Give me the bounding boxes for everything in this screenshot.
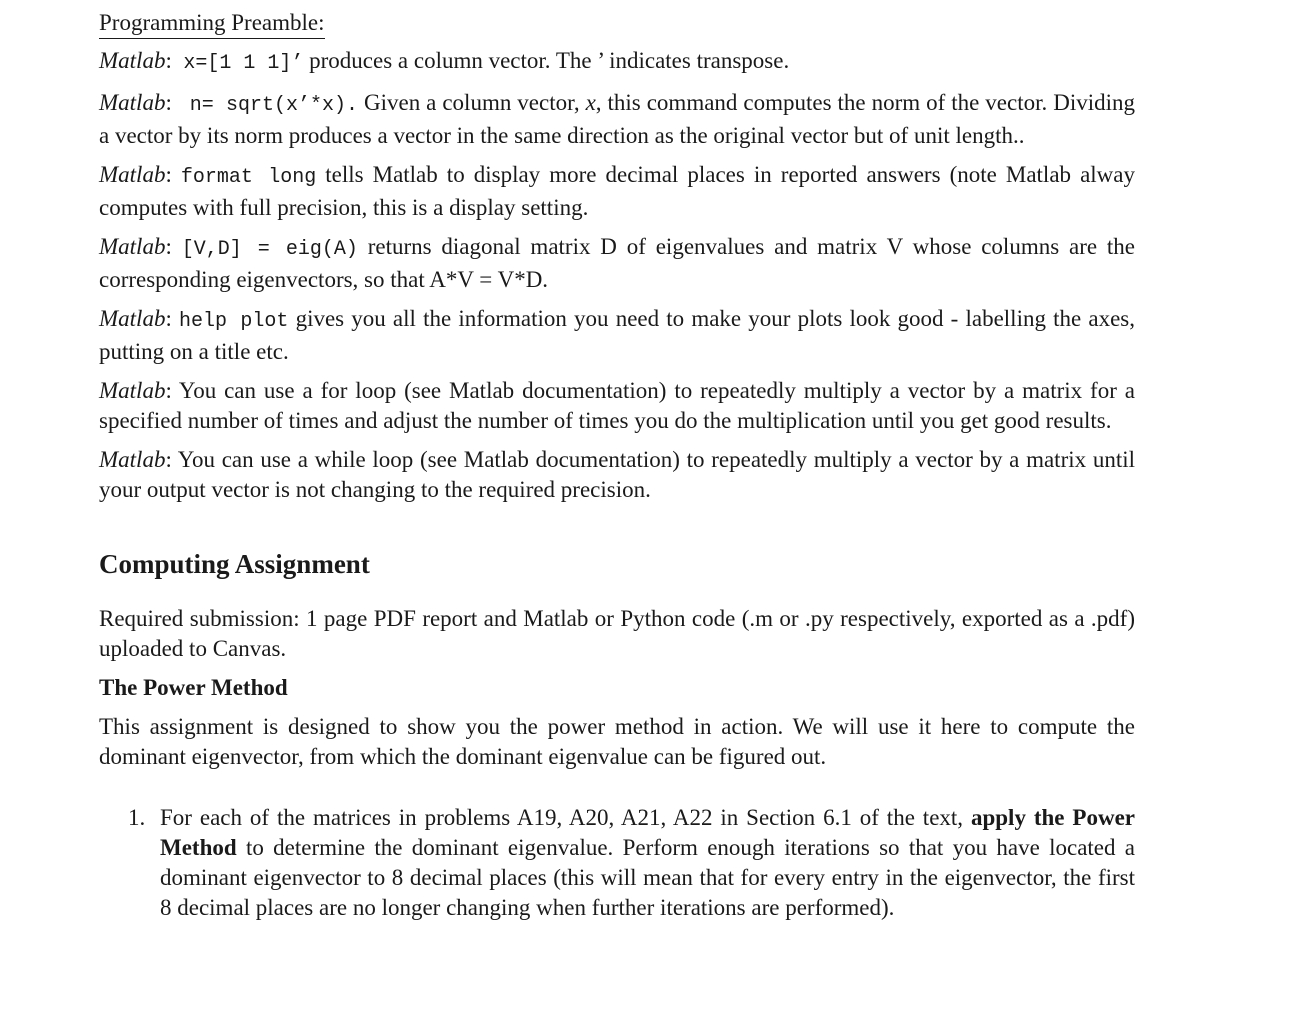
- matlab-label: Matlab: [99, 162, 166, 187]
- item-text: returns diagonal matrix D of eigenvalues and matrix V whose columns are the corresponding eigenvectors, so that A*V = V*D.: [99, 234, 1135, 292]
- item-text: tells Matlab to display more decimal places in reported answers (note Matlab alway computes with full precision, this is a display setting.: [99, 162, 1135, 220]
- preamble-item-eig: Matlab: [V,D] = eig(A) returns diagonal matrix D of eigenvalues and matrix V whose columns are the corresponding eigenvectors, so that A*V = V*D.: [99, 234, 1135, 292]
- matlab-label: Matlab: [99, 90, 166, 115]
- section-heading: Computing Assignment: [99, 549, 370, 579]
- subsection-heading: The Power Method: [99, 675, 288, 700]
- item-text: gives you all the information you need to make your plots look good - labelling the axes, putting on a title etc.: [99, 306, 1135, 364]
- item-text: to determine the dominant eigenvalue. Perform enough iterations so that you have located a dominant eigenvector to 8 decimal places (this will mean that for every entry in the eigenvector, the first 8 decimal places are no longer changing when further iterations are performed).: [160, 835, 1135, 920]
- item-text: produces a column vector. The ’ indicates transpose.: [303, 48, 790, 73]
- submission-paragraph: Required submission: 1 page PDF report and Matlab or Python code (.m or .py respectively, exported as a .pdf) uploaded to Canvas.: [99, 606, 1135, 661]
- intro-paragraph: This assignment is designed to show you the power method in action. We will use it here to compute the dominant eigenvector, from which the dominant eigenvalue can be figured out.: [99, 714, 1135, 769]
- code-snippet: [V,D] = eig(A): [181, 238, 358, 261]
- item-text: Given a column vector,: [358, 90, 586, 115]
- code-snippet: x=[1 1 1]’: [183, 52, 304, 75]
- task-list: [99, 803, 1135, 923]
- list-item-number: 1.: [128, 805, 146, 830]
- preamble-item-for-loop: Matlab: You can use a for loop (see Matlab documentation) to repeatedly multiply a vector by a matrix for a specified number of times and adjust the number of times you do the multiplication until you get good results.: [99, 378, 1135, 433]
- code-snippet: n= sqrt(x’*x).: [189, 94, 359, 117]
- item-text: You can use a while loop (see Matlab documentation) to repeatedly multiply a vector by a matrix until your output vector is not changing to the required precision.: [99, 447, 1135, 502]
- preamble-title: Programming Preamble:: [99, 8, 325, 39]
- item-text: , this command computes the norm of the vector. Dividing a vector by its norm produces a vector in the same direction as the original vector but of unit length..: [99, 90, 1135, 148]
- matlab-label: Matlab: [99, 234, 166, 259]
- code-snippet: format long: [180, 166, 317, 189]
- matlab-label: Matlab: [99, 306, 166, 331]
- item-text: For each of the matrices in problems A19, A20, A21, A22 in Section 6.1 of the text,: [160, 805, 971, 830]
- matlab-label: Matlab: [99, 378, 166, 403]
- document-page: [99, 8, 1135, 923]
- item-text: You can use a for loop (see Matlab documentation) to repeatedly multiply a vector by a matrix for a specified number of times and adjust the number of times you do the multiplication until you get good results.: [99, 378, 1135, 433]
- matlab-label: Matlab: [99, 447, 166, 472]
- list-item: [99, 803, 1135, 923]
- bold-phrase: apply the Power Method: [160, 805, 1135, 860]
- code-snippet: help plot: [179, 310, 289, 333]
- preamble-item-help-plot: Matlab: help plot gives you all the information you need to make your plots look good - labelling the axes, putting on a title etc.: [99, 306, 1135, 364]
- math-variable: x: [585, 90, 596, 115]
- matlab-label: Matlab: [99, 48, 166, 73]
- preamble-item-format-long: Matlab: format long tells Matlab to display more decimal places in reported answers (note Matlab alway computes with full precision, this is a display setting.: [99, 162, 1135, 220]
- preamble-item-transpose: Matlab: x=[1 1 1]’ produces a column vector. The ’ indicates transpose.: [99, 48, 790, 75]
- preamble-item-while-loop: Matlab: You can use a while loop (see Matlab documentation) to repeatedly multiply a vector by a matrix until your output vector is not changing to the required precision.: [99, 447, 1135, 502]
- preamble-item-norm: Matlab: n= sqrt(x’*x). Given a column vector, x, this command computes the norm of the vector. Dividing a vector by its norm produces a vector in the same direction as the original vector but of unit length..: [99, 90, 1135, 148]
